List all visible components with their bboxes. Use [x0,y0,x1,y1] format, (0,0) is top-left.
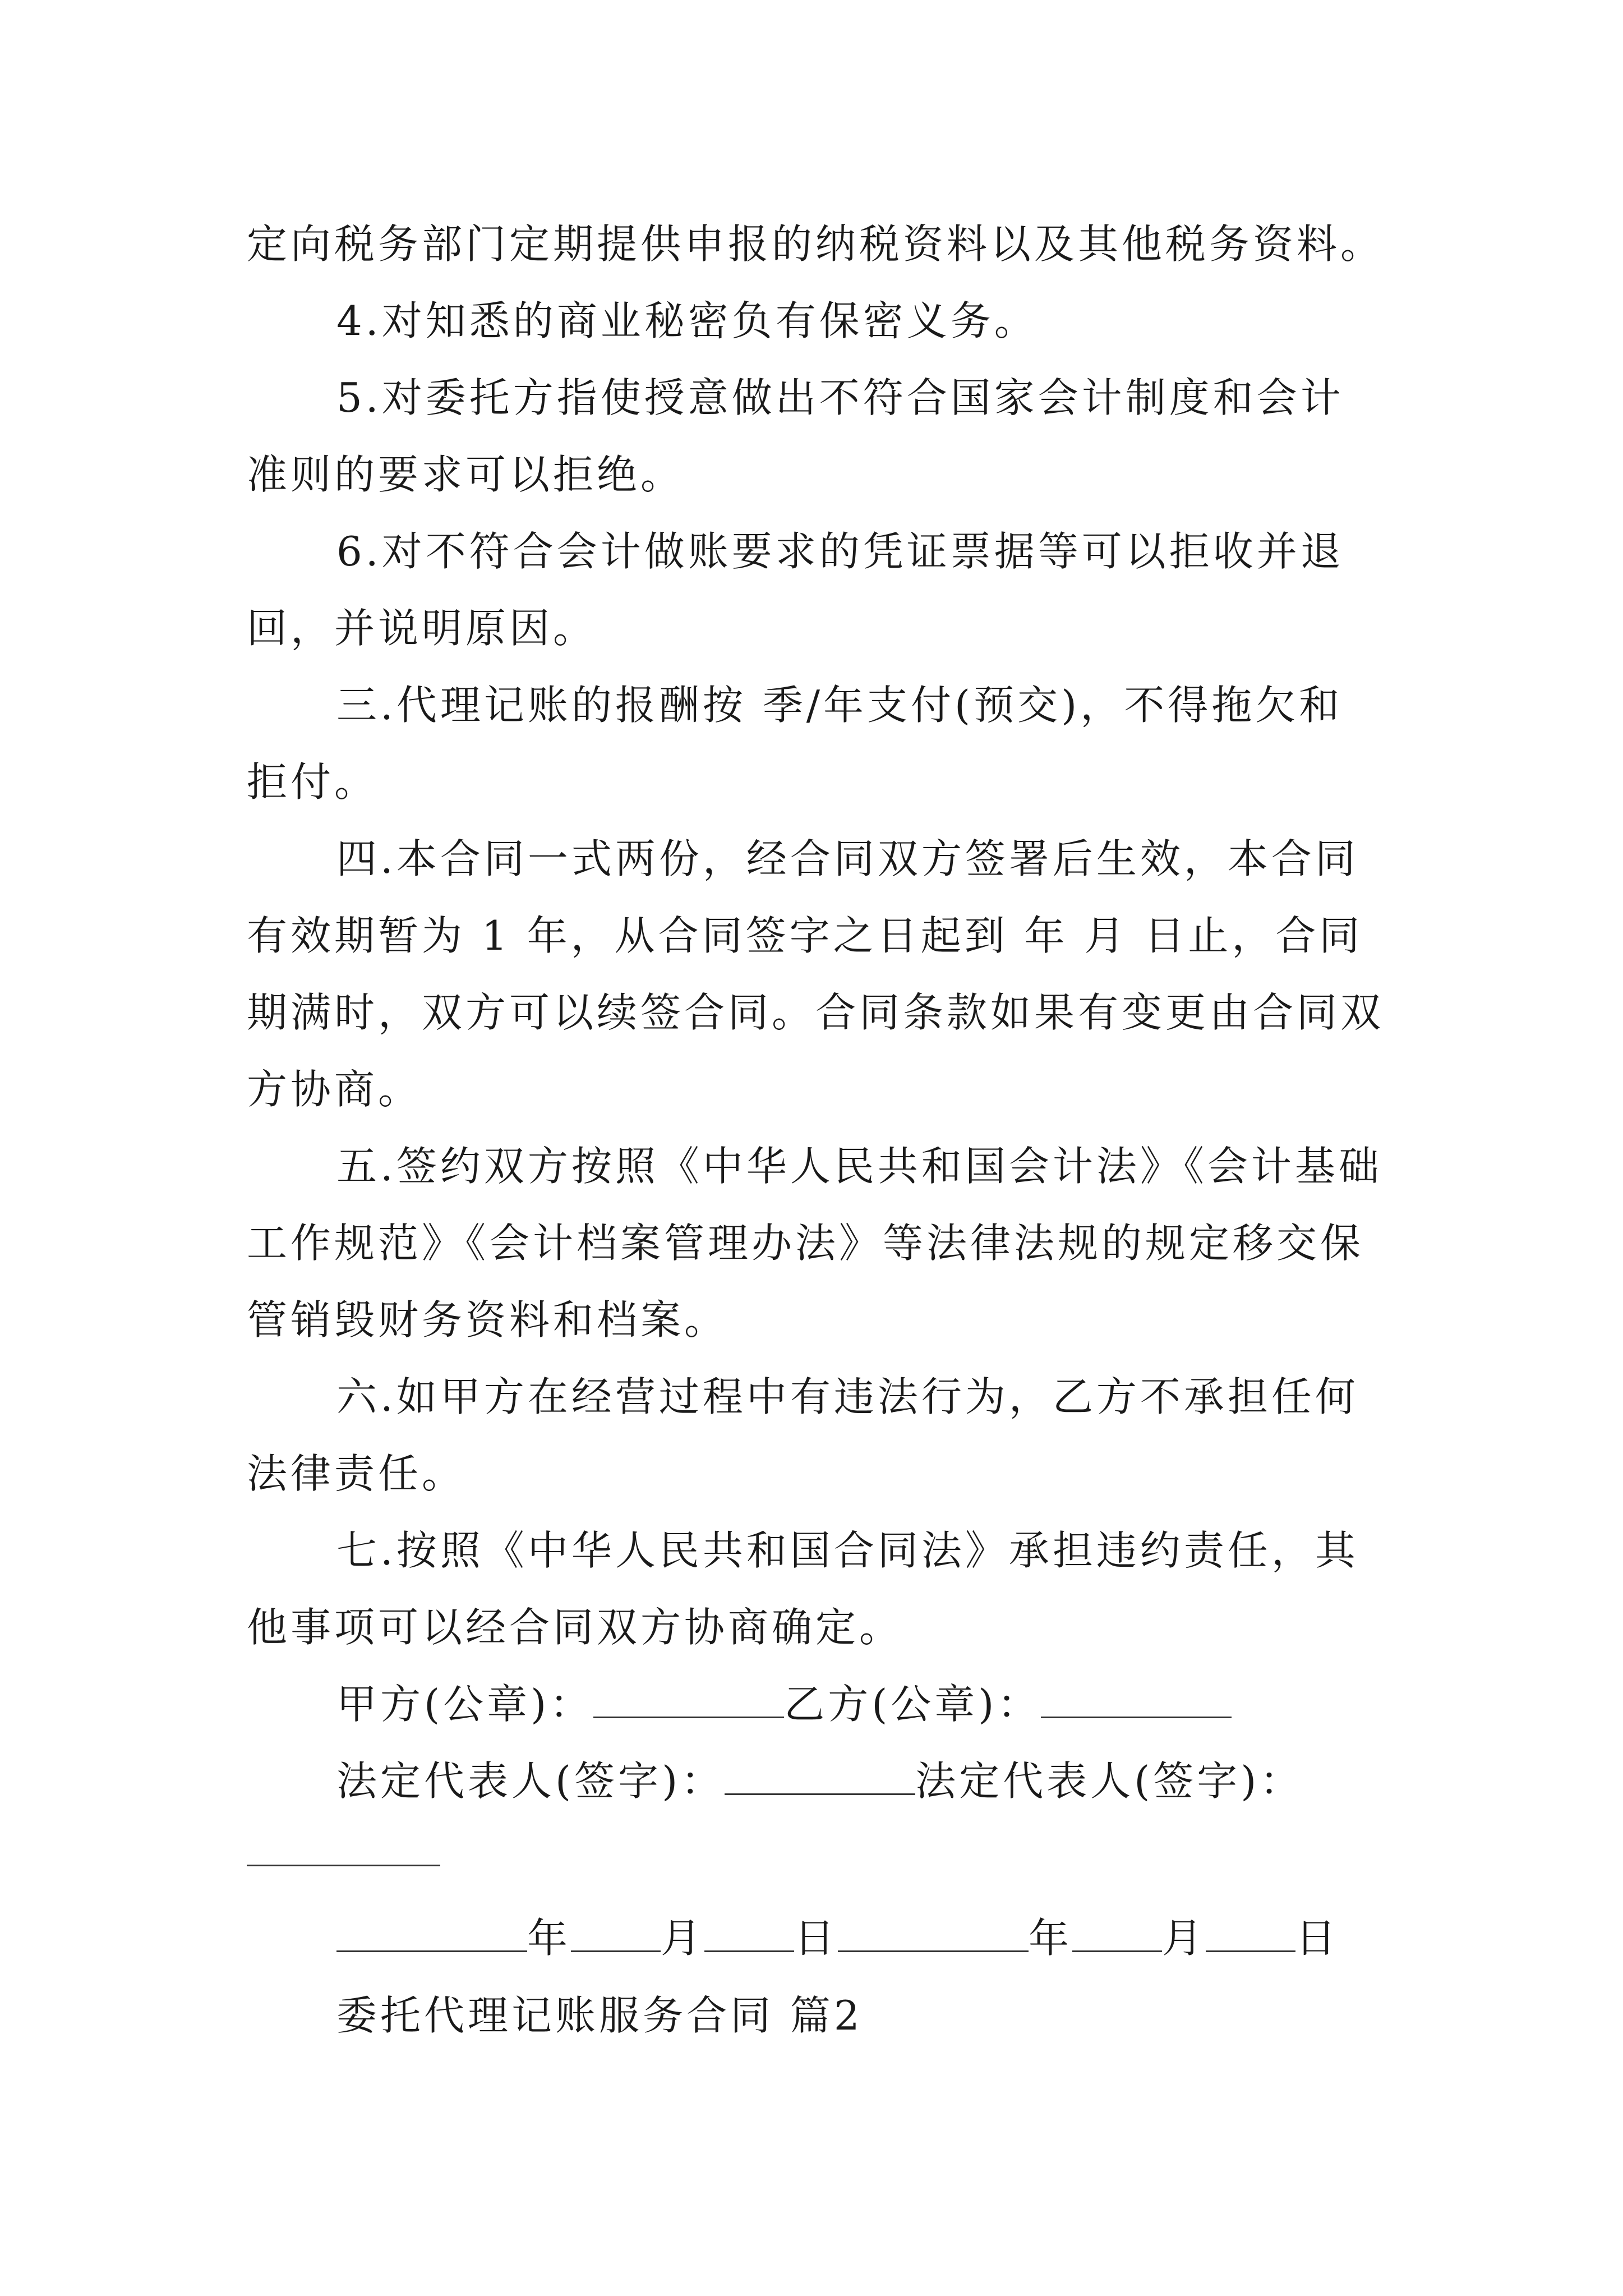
year-label: 年 [527,1915,571,1962]
section-title: 委托代理记账服务合同 篇2 [336,1992,863,2039]
signature-rep-row [336,1753,1481,1809]
text-line: 4.对知悉的商业秘密负有保密义务。 [336,297,1038,344]
rep-a-label: 法定代表人(签字)： [336,1757,725,1805]
day-label: 日 [794,1915,838,1962]
date-b-month-field[interactable] [1072,1911,1162,1952]
text-line: 管销毁财务资料和档案。 [247,1296,728,1343]
rep-b-label: 法定代表人(签字)： [915,1757,1304,1805]
text-line: 6.对不符合会计做账要求的凭证票据等可以拒收并退 [336,528,1344,575]
date-row [336,1910,1481,1966]
date-b-day-field[interactable] [1206,1911,1295,1952]
text-line: 准则的要求可以拒绝。 [247,451,685,498]
text-line: 工作规范》《会计档案管理办法》等法律法规的规定移交保 [247,1220,1364,1267]
party-b-label: 乙方(公章)： [784,1681,1041,1728]
date-a-day-field[interactable] [704,1911,794,1952]
month-label: 月 [1162,1915,1206,1962]
text-line: 期满时，双方可以续签合同。合同条款如果有变更由合同双 [247,989,1385,1036]
party-b-seal-field[interactable] [1041,1677,1232,1718]
text-line: 七.按照《中华人民共和国合同法》承担违约责任，其 [336,1527,1359,1574]
text-line: 四.本合同一式两份，经合同双方签署后生效，本合同 [336,835,1359,882]
date-b-year-field[interactable] [838,1911,1029,1952]
text-line: 5.对委托方指使授意做出不符合国家会计制度和会计 [336,374,1344,421]
text-line: 他事项可以经合同双方协商确定。 [247,1604,903,1651]
text-line: 定向税务部门定期提供申报的纳税资料以及其他税务资料。 [247,220,1385,268]
text-line: 有效期暂为 1 年，从合同签字之日起到 年 月 日止，合同 [247,912,1363,959]
year-label: 年 [1029,1915,1073,1962]
party-a-seal-field[interactable] [593,1677,784,1718]
month-label: 月 [661,1915,705,1962]
text-line: 五.签约双方按照《中华人民共和国会计法》《会计基础 [336,1143,1382,1190]
rep-a-sign-field[interactable] [725,1754,915,1795]
signature-seal-row [336,1676,1481,1732]
text-line: 方协商。 [247,1066,422,1113]
date-a-month-field[interactable] [571,1911,661,1952]
text-line: 法律责任。 [247,1450,466,1497]
text-line: 六.如甲方在经营过程中有违法行为，乙方不承担任何 [336,1373,1359,1420]
text-line: 拒付。 [247,758,379,806]
text-line: 三.代理记账的报酬按 季/年支付(预交)，不得拖欠和 [336,682,1343,729]
rep-b-sign-field[interactable] [247,1865,440,1866]
day-label: 日 [1295,1915,1340,1962]
date-a-year-field[interactable] [336,1911,527,1952]
party-a-label: 甲方(公章)： [336,1681,594,1728]
text-line: 回，并说明原因。 [247,605,597,652]
